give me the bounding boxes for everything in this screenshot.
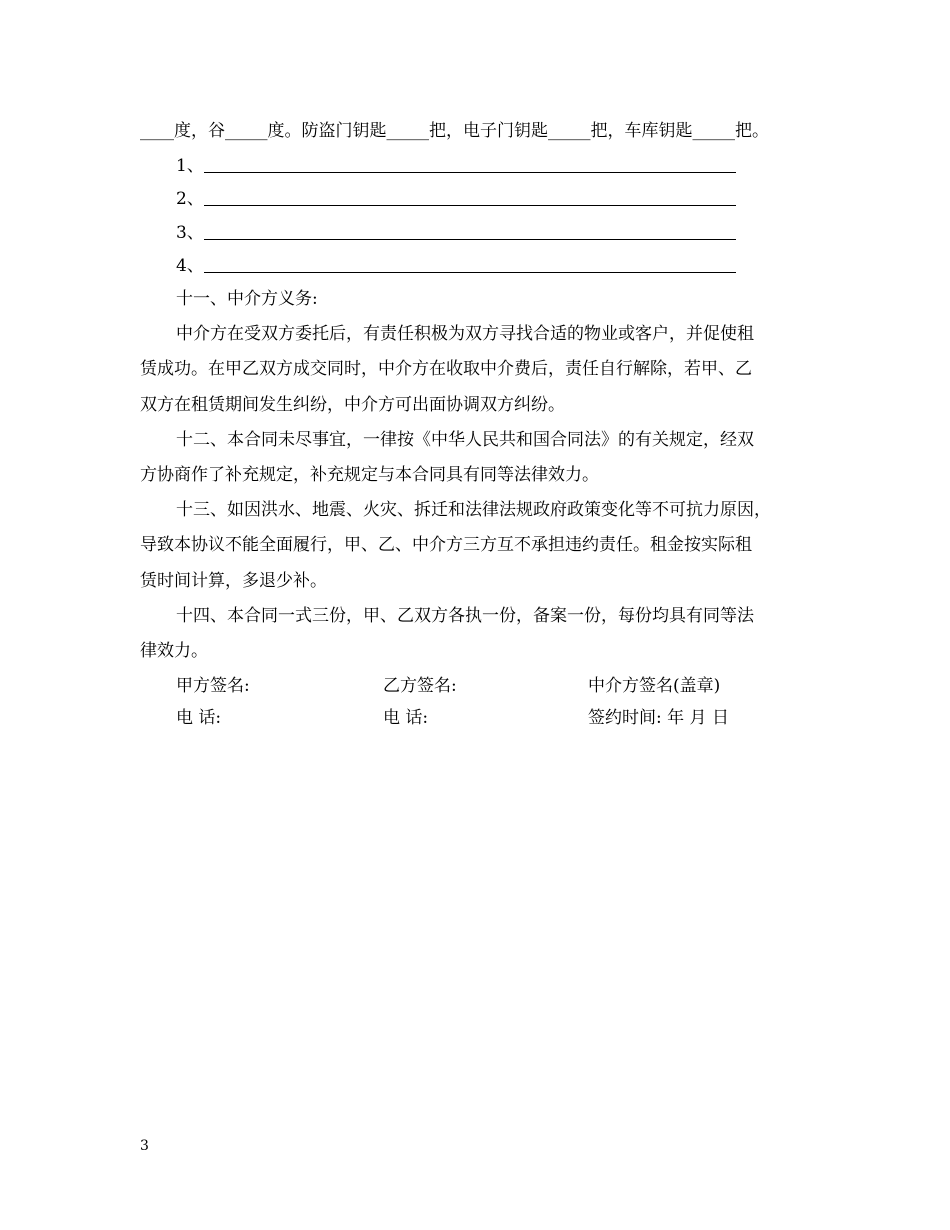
list-item-3-blank	[204, 239, 736, 240]
list-item-4-number: 4、	[176, 256, 204, 276]
section-11-paragraph-line-1: 中介方在受双方委托后，有责任积极为双方寻找合适的物业或客户，并促使租	[176, 324, 754, 344]
list-item-1-blank	[204, 172, 736, 173]
section-12-paragraph-line-1: 十二、本合同未尽事宜，一律按《中华人民共和国合同法》的有关规定，经双	[176, 430, 754, 450]
section-13-paragraph-line-3: 赁时间计算，多退少补。	[140, 571, 327, 591]
keys-line: ____度，谷_____度。防盗门钥匙_____把，电子门钥匙_____把，车库钥匙_____把。	[140, 121, 769, 141]
section-13-paragraph-line-2: 导致本协议不能全面履行，甲、乙、中介方三方互不承担违约责任。租金按实际租	[140, 535, 752, 555]
sign-date-label: 签约时间: 年 月 日	[588, 708, 729, 728]
list-item-3-number: 3、	[176, 223, 204, 243]
list-item-2-blank	[204, 205, 736, 206]
section-11-title: 十一、中介方义务:	[176, 289, 318, 309]
section-14-paragraph-line-2: 律效力。	[140, 641, 208, 661]
section-12-paragraph-line-2: 方协商作了补充规定，补充规定与本合同具有同等法律效力。	[140, 465, 599, 485]
list-item-4-blank	[204, 272, 736, 273]
section-13-paragraph-line-1: 十三、如因洪水、地震、火灾、拆迁和法律法规政府政策变化等不可抗力原因，	[176, 500, 771, 520]
list-item-1-number: 1、	[176, 156, 204, 176]
section-11-paragraph-line-2: 赁成功。在甲乙双方成交同时，中介方在收取中介费后，责任自行解除，若甲、乙	[140, 359, 752, 379]
party-b-phone-label: 电 话:	[383, 708, 429, 728]
page-number: 3	[140, 1138, 149, 1154]
section-14-paragraph-line-1: 十四、本合同一式三份，甲、乙双方各执一份，备案一份，每份均具有同等法	[176, 606, 754, 626]
party-a-signature-label: 甲方签名:	[176, 676, 250, 696]
party-b-signature-label: 乙方签名:	[383, 676, 457, 696]
section-11-paragraph-line-3: 双方在租赁期间发生纠纷，中介方可出面协调双方纠纷。	[140, 395, 565, 415]
party-a-phone-label: 电 话:	[176, 708, 222, 728]
list-item-2-number: 2、	[176, 189, 204, 209]
agent-signature-label: 中介方签名(盖章)	[588, 676, 721, 696]
